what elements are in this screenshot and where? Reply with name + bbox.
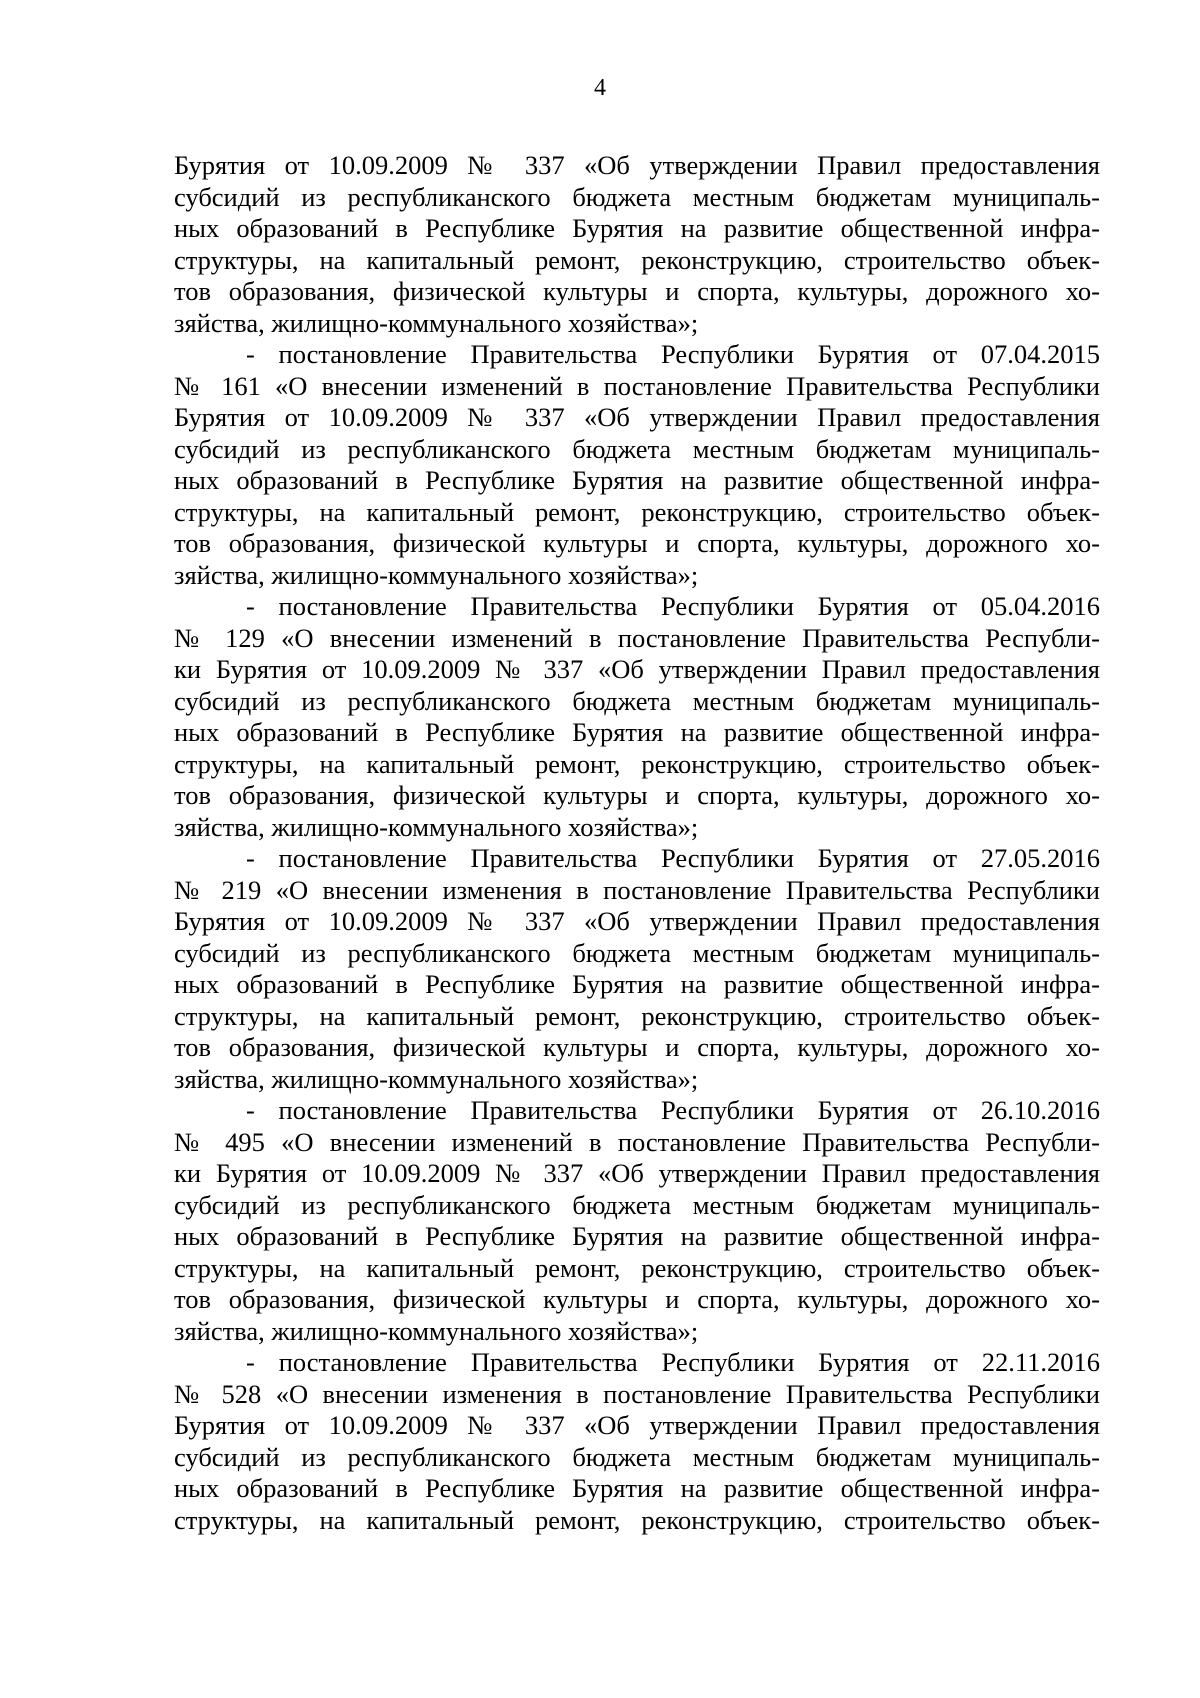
text-line: ных образований в Республике Бурятия на развитие общественной инфра- [174, 213, 1100, 243]
text-line: субсидий из республиканского бюджета местным бюджетам муниципаль- [174, 433, 1100, 464]
text-line: № 161 «О внесении изменений в постановление Правительства Республики [174, 370, 1100, 401]
text-line: зяйства, жилищно-коммунального хозяйства»; [174, 1315, 699, 1346]
text-line: ных образований в Республике Бурятия на развитие общественной инфра- [174, 969, 1100, 999]
text-line: Бурятия от 10.09.2009 № 337 «Об утверждении Правил предоставления [174, 150, 1100, 180]
text-line: зяйства, жилищно-коммунального хозяйства»; [174, 811, 699, 842]
text-line: ных образований в Республике Бурятия на развитие общественной инфра- [174, 1221, 1100, 1251]
text-line: № 219 «О внесении изменения в постановление Правительства Республики [174, 874, 1100, 905]
text-line: тов образования, физической культуры и спорта, культуры, дорожного хо- [174, 1284, 1100, 1314]
list-item-start: - постановление Правительства Республики Бурятия от 22.11.2016 [246, 1347, 1100, 1377]
text-line: № 528 «О внесении изменения в постановление Правительства Республики [174, 1378, 1100, 1409]
text-line: ных образований в Республике Бурятия на развитие общественной инфра- [174, 717, 1100, 747]
text-line: Бурятия от 10.09.2009 № 337 «Об утверждении Правил предоставления [174, 1410, 1100, 1440]
text-line: структуры, на капитальный ремонт, реконструкцию, строительство объек- [174, 1252, 1100, 1283]
text-line: зяйства, жилищно-коммунального хозяйства»; [174, 1063, 699, 1094]
text-line: Бурятия от 10.09.2009 № 337 «Об утверждении Правил предоставления [174, 906, 1100, 936]
text-line: ных образований в Республике Бурятия на развитие общественной инфра- [174, 1473, 1100, 1503]
text-line: тов образования, физической культуры и спорта, культуры, дорожного хо- [174, 276, 1100, 306]
text-line: ки Бурятия от 10.09.2009 № 337 «Об утверждении Правил предоставления [174, 1158, 1100, 1188]
list-item-start: - постановление Правительства Республики Бурятия от 27.05.2016 [246, 843, 1100, 873]
text-line: зяйства, жилищно-коммунального хозяйства»; [174, 307, 699, 338]
text-line: тов образования, физической культуры и спорта, культуры, дорожного хо- [174, 528, 1100, 558]
text-line: структуры, на капитальный ремонт, реконструкцию, строительство объек- [174, 244, 1100, 275]
text-line: субсидий из республиканского бюджета местным бюджетам муниципаль- [174, 181, 1100, 212]
text-line: № 129 «О внесении изменений в постановление Правительства Республи- [174, 622, 1100, 653]
text-line: субсидий из республиканского бюджета местным бюджетам муниципаль- [174, 685, 1100, 716]
text-line: тов образования, физической культуры и спорта, культуры, дорожного хо- [174, 780, 1100, 810]
list-item-start: - постановление Правительства Республики Бурятия от 05.04.2016 [246, 591, 1100, 621]
text-line: субсидий из республиканского бюджета местным бюджетам муниципаль- [174, 937, 1100, 968]
text-line: зяйства, жилищно-коммунального хозяйства»; [174, 559, 699, 590]
text-line: структуры, на капитальный ремонт, реконструкцию, строительство объек- [174, 496, 1100, 527]
text-line: № 495 «О внесении изменений в постановление Правительства Республи- [174, 1126, 1100, 1157]
text-line: субсидий из республиканского бюджета местным бюджетам муниципаль- [174, 1441, 1100, 1472]
page-number: 4 [594, 75, 606, 101]
text-line: Бурятия от 10.09.2009 № 337 «Об утверждении Правил предоставления [174, 402, 1100, 432]
text-line: ных образований в Республике Бурятия на развитие общественной инфра- [174, 465, 1100, 495]
text-line: структуры, на капитальный ремонт, реконструкцию, строительство объек- [174, 1000, 1100, 1031]
text-line: ки Бурятия от 10.09.2009 № 337 «Об утверждении Правил предоставления [174, 654, 1100, 684]
text-line: тов образования, физической культуры и спорта, культуры, дорожного хо- [174, 1032, 1100, 1062]
document-body [174, 150, 1100, 1536]
text-line: субсидий из республиканского бюджета местным бюджетам муниципаль- [174, 1189, 1100, 1220]
text-line: структуры, на капитальный ремонт, реконструкцию, строительство объек- [174, 1504, 1100, 1535]
list-item-start: - постановление Правительства Республики Бурятия от 26.10.2016 [246, 1095, 1100, 1125]
text-line: структуры, на капитальный ремонт, реконструкцию, строительство объек- [174, 748, 1100, 779]
list-item-start: - постановление Правительства Республики Бурятия от 07.04.2015 [246, 339, 1100, 369]
